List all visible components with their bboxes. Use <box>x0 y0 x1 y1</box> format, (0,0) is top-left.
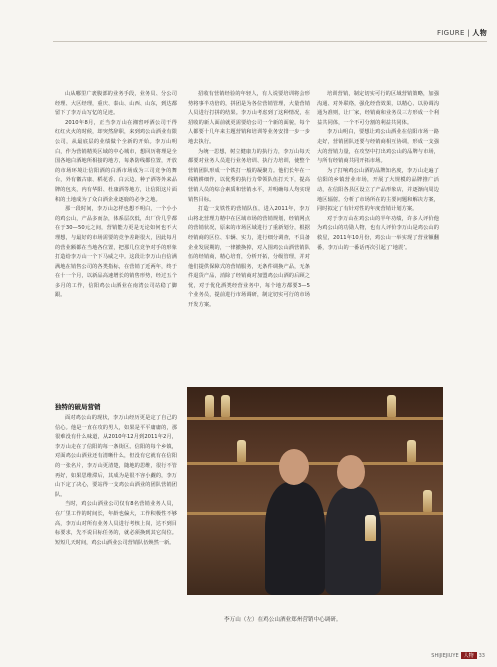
paragraph: 为了打响鸡公山酒的品牌知名度，李万山走遍了信阳的乡镇营业市场，开展了大规模的品牌推广活动，在信阳各县区设立了产品形象店，并逐渐向周边地区辐射。分析了市场所在的主要问题和解决方案，同时拟定了有针对性的年度营销计划方案。 <box>317 167 439 213</box>
footer-badge: 人物 <box>461 652 477 659</box>
bottle <box>423 490 432 512</box>
paragraph: 李万山明白，要想让鸡公山酒业在信阳市场一路走好，营销团队还要与经销商相互协调，形成一支强大的营销力量，在攻坚中打出鸡公山的品牌与市场，与所有经销商共同开拓市场。 <box>317 129 439 165</box>
page-number: 33 <box>478 653 485 659</box>
footer-magazine: SHIJIEJIUYE <box>431 653 459 659</box>
page-footer <box>431 652 485 659</box>
held-bottle <box>365 515 376 541</box>
paragraph: 那一段时间，李万山怎样也想不明白，一个小小的鸡公山，产品多而杂，体系层次低，出厂价几乎都在于30—50元之间，营销能力更是无论如何也不大理想，与最好的市场需要的竞争差距很大，因此每月的营业额都在当地各位置，把那几位竞争对手的形象打造给李万山一个下马威之中。这段让李万山自信满满地在销售公司的各类指标，在营销了近两年，终于在十一个月，以新品高速增长的销售形势，经过五个多月的工作，信阳鸡公山酒业在南湾公司站稳了脚跟。 <box>55 206 177 299</box>
head-left <box>279 449 309 485</box>
head-right <box>337 455 365 489</box>
paragraph: 打造一支铁性的营销队伍，进入2011年，李万山将北营理力精中在区域市场的营销规划，经销网点的营销状况，原来的市场区域进行了重新划分，根据经销商的区位、车辆、实力，进行细分调查，不具备企业发展期的，一律撤换掉，对入围鸡公山酒营销队伍的经销商，精心培育，分析开拓，分级管理，并对他们提供保障式的营销服务，无条件调换产品，无条件退货产品，消除了经销商对加盟鸡公山酒的后顾之忧，对于优化酒类经营业务中，每个地方都要3—5个业务员，提前进行市场调研，制定切实可行的市场开发方案。 <box>188 206 310 309</box>
paragraph: 招收有营销经验的年轻人，有人说要培训将会形势将事半功倍的，拼团是为各位营销管理，大量营销人员进行打拼的结果。李万山考虑到了这种情况，在招收的新人面前就更需要给公司一个新的面貌，每个人都要十几年来主题营销和培训等业务安排一步一步地去执行。 <box>188 91 310 145</box>
person-right <box>325 487 381 595</box>
column-2 <box>188 90 310 382</box>
shelf <box>187 462 443 465</box>
section-label: FIGURE <box>436 29 465 37</box>
bottle <box>221 395 230 417</box>
section-tag: FIGURE | 人物 <box>436 29 487 37</box>
column-3 <box>317 90 439 382</box>
paragraph: 2010年8月，正当李万山在湘窖呼酒公司干得红红火火的时候，却突然辞职，来到鸡公山酒业有限公司，从最底层的业绩做个全新的开始。李万山明白，作为营销精英区域的中心城市，想回历将理是全国各地白酒地所相接的地方，每条防线都位置，开放的市场环境让信阳酒的白酒市场成为三司竞争的舞台，外有徽古康、稻花香、白云边、种子酒等外来品牌的包夹，内有华阳、杜康酒等地方，让信阳这片面积的土地成为了众白酒企业逐鹿的必争之地。 <box>55 119 177 203</box>
column-1-lower <box>55 414 177 654</box>
person-left <box>265 482 325 595</box>
subsection-label: 人物 <box>472 29 487 37</box>
paragraph: 山从哪里广袤腹部的业务手段，业务员、分公司经理、大区经理，重庆、泰山、山西、山东，到达都留下了李万山写忆的足迹。 <box>55 91 177 117</box>
shelf <box>187 417 443 420</box>
photo-two-men-wine-display <box>187 387 443 595</box>
page-header <box>0 0 497 48</box>
paragraph: 对于李万山在鸡公山的半年功绩，许多人评价他为鸡公山的功勋人物，也有人评价李万山是鸡公山的救星，2011年10月份，鸡公山一举实现了营业额翻番，李万山的一番话再次引起了‘地震’。 <box>317 215 439 251</box>
bottle <box>237 440 246 462</box>
section-heading: 独特的破局营销 <box>55 403 101 411</box>
header-rule <box>53 41 487 42</box>
bottle <box>387 395 396 417</box>
paragraph: 当时，鸡公山酒业公司仅有8名营销业务人员，在厂里工作的时间长，年龄也偏大，工作积极性不够高，李万山对所有业务人员进行考核上岗，达不到目标要求，先不说目标任务的，就必须换到其它岗位。短短几天时间，鸡公山酒业公司营销队伍焕然一新。 <box>55 501 177 546</box>
column-1 <box>55 90 177 301</box>
bottle <box>205 395 214 417</box>
paragraph: 为统一思想，树立健康力的执行力，李万山每天都要对业务人员进行业务培训、执行力培训，使整个营销团队形成一个铁打一般的凝聚力。他们长年在一线精耕细作，以优秀的执行力带领队伍打天下，提高营销人员的综合素质和营销水平，并明确每人均实现销售目标。 <box>188 148 310 203</box>
photo-caption: 李万山（左）在鸡公山酒业郑州营销中心调研。 <box>224 617 342 623</box>
bottle <box>407 440 416 462</box>
paragraph: 培训营销，制定切实可行的区域营销策略，加强沟通、对外联络，强化经营效果，以精心、以协调沟通为准则，让厂家，经销商和业务员三方形成一个利益共同体，一个不可分割的利益共同体。 <box>317 91 439 126</box>
paragraph: 面对鸡公山的现状，李万山经历更是定了自己的信心。他是一直在攻的男人，如果是平平庸庸的，那很难没有什么味道，从2010年12月到2011年2月，李万山走在了信阳的每一条街区。信阳的每个乡镇，对面鸡公山酒业还有清晰什么，但没有它就有在信阳的一张名片，李万山更清楚，随地的思维，很行不管再好，如果思维滞后，其成为是很不容小觑的，李万山下定了决心，要站得一支鸡公山酒业的团队营销团队。 <box>55 415 177 498</box>
